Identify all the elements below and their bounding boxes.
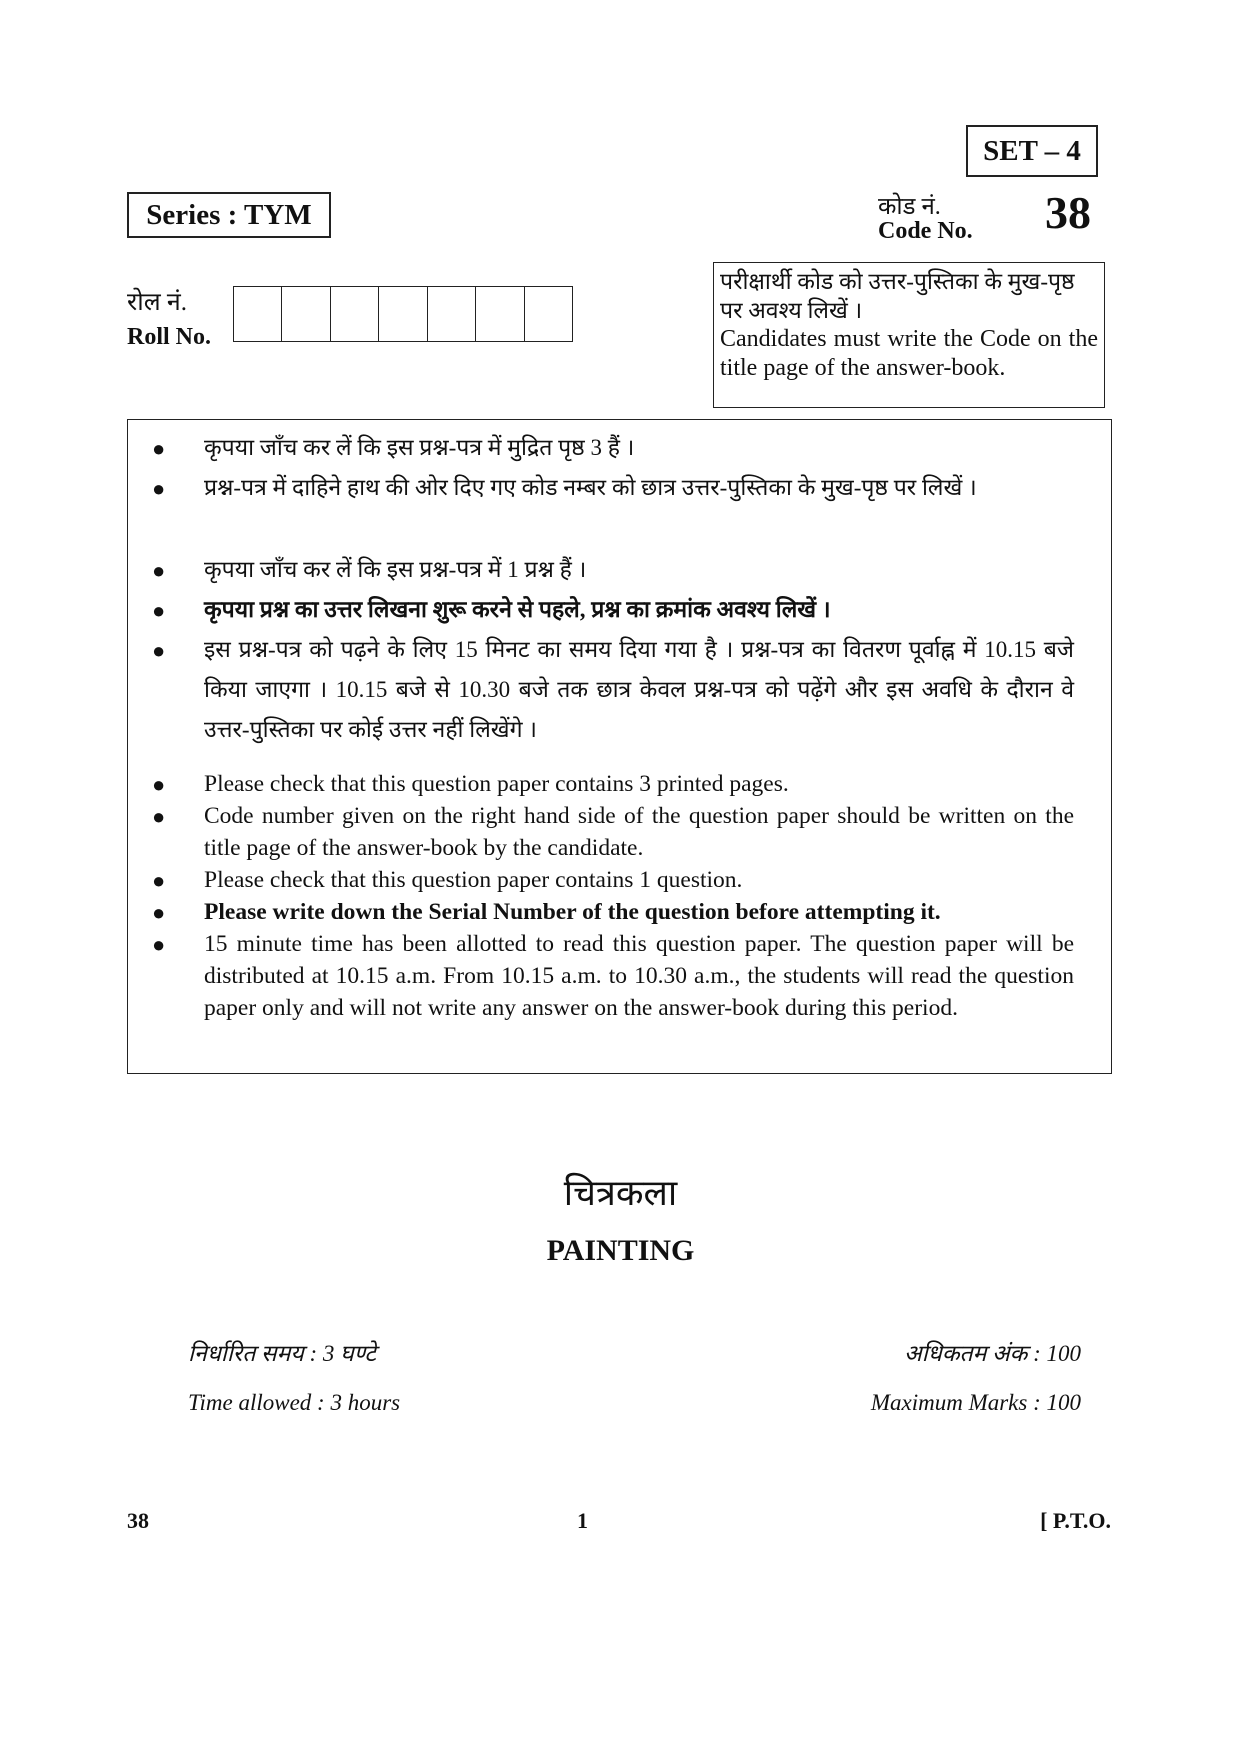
roll-digit-box[interactable] — [331, 287, 379, 341]
bullet-icon: ● — [152, 868, 166, 893]
max-marks-hindi: अधिकतम अंक : 100 — [904, 1341, 1081, 1366]
code-label-english: Code No. — [878, 218, 973, 244]
pto-label: [ P.T.O. — [1040, 1508, 1111, 1533]
roll-digit-box[interactable] — [282, 287, 330, 341]
roll-label-hindi: रोल नं. — [127, 289, 188, 316]
code-number: 38 — [1045, 187, 1091, 238]
instructions-box: ● कृपया जाँच कर लें कि इस प्रश्न-पत्र में मुद्रित पृष्ठ 3 हैं । ● प्रश्न-पत्र में दाहिने हाथ की ओर दिए गए कोड नम्बर को छात्र उत्तर-पुस्तिका के मुख-पृष्ठ पर लिखें । ● कृपया जाँच कर लें कि इस प्रश्न-पत्र में 1 प्रश्न हैं । ● कृपया प्रश्न का उत्तर लिखना शुरू करने से पहले, प्रश्न का क्रमांक अवश्य लिखें । ● इस प्रश्न-पत्र को पढ़ने के लिए 15 मिनट का समय दिया गया है । प्रश्न-पत्र का वितरण पूर्वाह्न में 10.15 बजे किया जाएगा । 10.15 बजे से 10.30 बजे तक छात्र केवल प्रश्न-पत्र को पढ़ेंगे और इस अवधि के दौरान वे उत्तर-पुस्तिका पर कोई उत्तर नहीं लिखेंगे । ● Please check that this question paper contains 3 printed pages. ● Code number given on the right hand side of the question paper should be written on the title page of the answer-book by the candidate. ● Please check that this question paper contains 1 question. ● Please write down the Serial Number of the question before attempting it. ● 15 minute time has been allotted to read this question paper. The question paper will be distributed at 10.15 a.m. From 10.15 a.m. to 10.30 a.m., the students will read the question paper only and will not write any answer on the answer-book during this period. — [127, 419, 1112, 1074]
time-allowed-english: Time allowed : 3 hours — [188, 1390, 401, 1415]
notice-english: Candidates must write the Code on the title page of the answer-book. — [720, 326, 1098, 381]
bullet-icon: ● — [152, 804, 166, 829]
roll-digit-box[interactable] — [525, 287, 572, 341]
roll-digit-box[interactable] — [234, 287, 282, 341]
time-allowed-hindi: निर्धारित समय : 3 घण्टे — [188, 1341, 376, 1366]
bullet-icon: ● — [152, 436, 166, 461]
code-notice-box — [713, 262, 1105, 408]
roll-digit-box[interactable] — [476, 287, 524, 341]
subject-title-english: PAINTING — [546, 1234, 695, 1267]
max-marks-english: Maximum Marks : 100 — [870, 1390, 1081, 1415]
bullet-icon: ● — [152, 932, 166, 957]
roll-number-boxes[interactable] — [233, 286, 573, 342]
bullet-icon: ● — [152, 772, 166, 797]
subject-title-hindi: चित्रकला — [563, 1173, 678, 1213]
roll-label-english: Roll No. — [127, 324, 211, 350]
bullet-icon: ● — [152, 638, 166, 663]
footer-code: 38 — [127, 1508, 149, 1533]
roll-digit-box[interactable] — [379, 287, 427, 341]
bullet-icon: ● — [152, 900, 166, 925]
page-number: 1 — [577, 1508, 588, 1533]
notice-hindi: परीक्षार्थी कोड को उत्तर-पुस्तिका के मुख-पृष्ठ पर अवश्य लिखें । — [720, 269, 1075, 323]
bullet-icon: ● — [152, 476, 166, 501]
bullet-icon: ● — [152, 558, 166, 583]
bullet-icon: ● — [152, 598, 166, 623]
roll-digit-box[interactable] — [428, 287, 476, 341]
code-label-hindi: कोड नं. — [878, 194, 941, 220]
set-label: SET – 4 — [966, 125, 1098, 177]
series-label: Series : TYM — [127, 192, 331, 238]
